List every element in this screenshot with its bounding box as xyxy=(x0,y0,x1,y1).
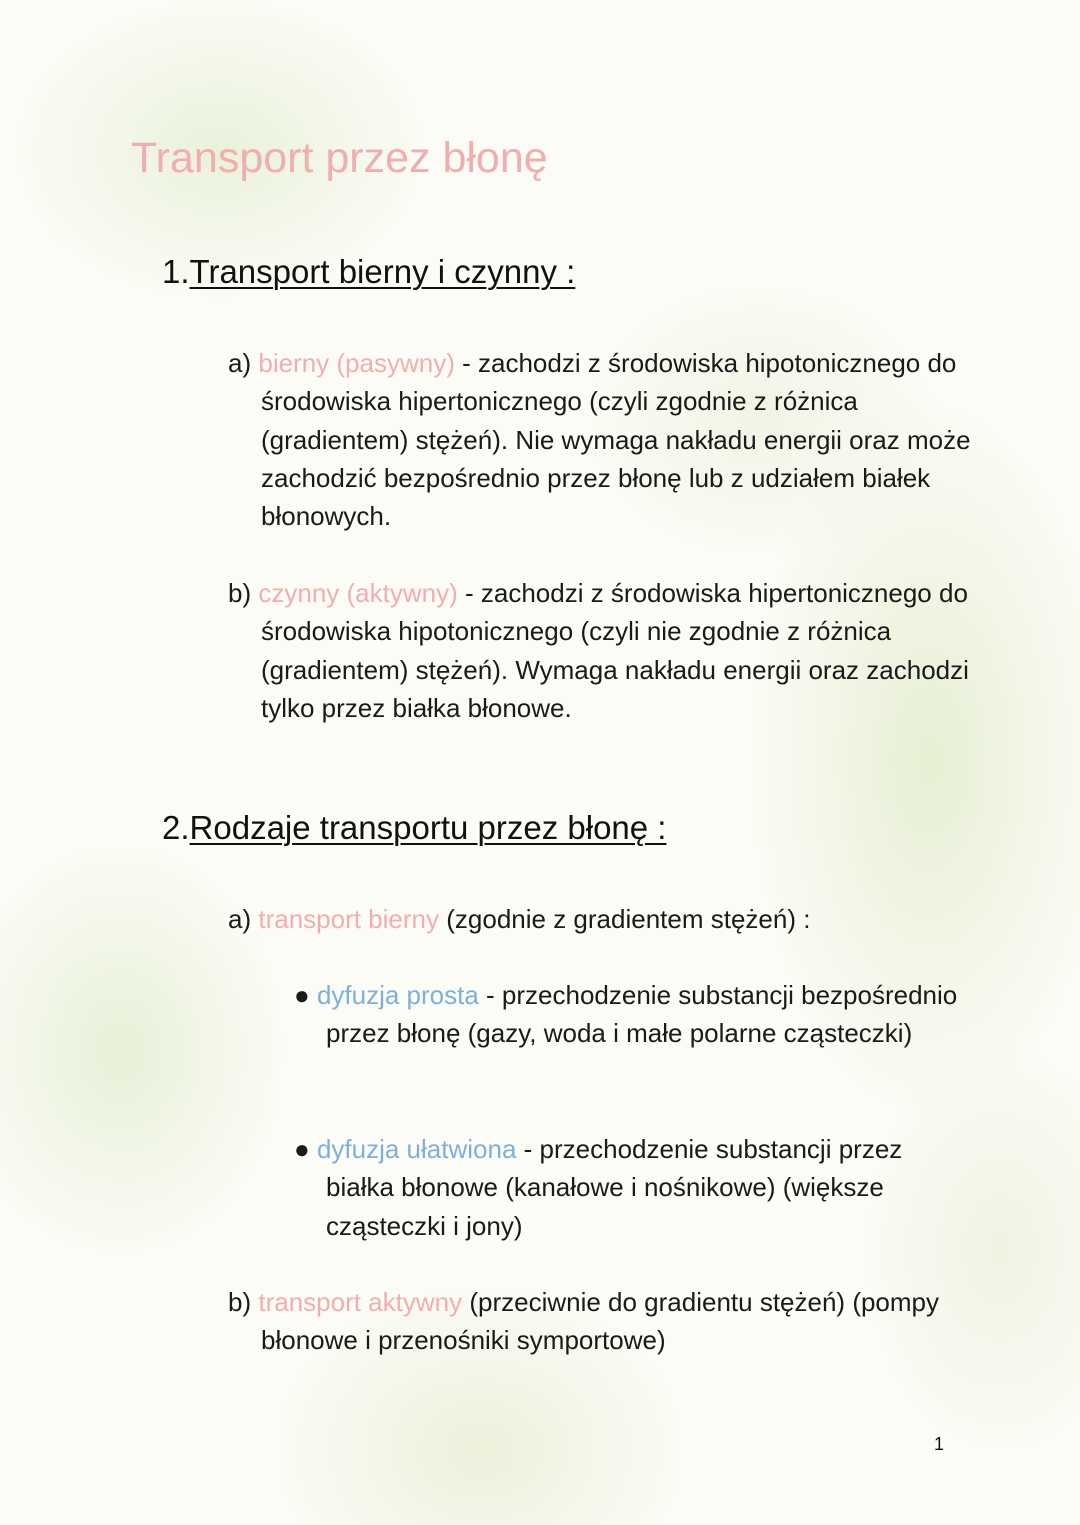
term-czynny: czynny (aktywny) xyxy=(258,578,458,608)
bullet-dyfuzja-prosta xyxy=(294,976,966,1053)
bullet-text: - przechodzenie substancji bezpośrednio przez błonę (gazy, woda i małe polarne cząsteczki) xyxy=(326,980,958,1049)
section-2-item-a xyxy=(228,900,981,938)
page-title: Transport przez błonę xyxy=(131,134,548,182)
item-marker: b) xyxy=(228,1287,252,1317)
item-text: (zgodnie z gradientem stężeń) : xyxy=(439,904,811,934)
item-marker: a) xyxy=(228,348,252,378)
term-dyfuzja-ulatwiona: dyfuzja ułatwiona xyxy=(316,1134,517,1164)
item-text: - zachodzi z środowiska hipertonicznego do środowiska hipotonicznego (czyli nie zgodnie z różnica (gradientem) stężeń). Wymaga nakładu energii oraz zachodzi tylko przez białka błonowe. xyxy=(261,578,969,723)
section-2-heading xyxy=(162,808,666,848)
section-2-title: Rodzaje transportu przez błonę : xyxy=(189,809,667,846)
item-text: - zachodzi z środowiska hipotonicznego do środowiska hipertonicznego (czyli zgodnie z różnica (gradientem) stężeń). Nie wymaga nakładu energii oraz może zachodzić bezpośrednio przez błonę lub z udziałem białek błonowych. xyxy=(261,348,971,532)
section-1-title: Transport bierny i czynny : xyxy=(189,253,576,290)
bullet-icon: ● xyxy=(294,980,310,1010)
page-number: 1 xyxy=(934,1434,945,1454)
term-dyfuzja-prosta: dyfuzja prosta xyxy=(316,980,479,1010)
item-marker: a) xyxy=(228,904,252,934)
term-bierny: bierny (pasywny) xyxy=(258,348,455,378)
section-1-item-b xyxy=(228,574,981,727)
section-1-heading xyxy=(162,252,575,292)
section-2-item-b xyxy=(228,1283,981,1360)
section-1-item-a xyxy=(228,344,981,535)
term-transport-bierny: transport bierny xyxy=(258,904,440,934)
item-text: (przeciwnie do gradientu stężeń) (pompy błonowe i przenośniki symportowe) xyxy=(261,1287,940,1356)
bullet-icon: ● xyxy=(294,1134,310,1164)
section-1-number: 1. xyxy=(162,253,190,290)
term-transport-aktywny: transport aktywny xyxy=(258,1287,463,1317)
item-marker: b) xyxy=(228,578,252,608)
section-2-number: 2. xyxy=(162,809,190,846)
bullet-text: - przechodzenie substancji przez białka błonowe (kanałowe i nośnikowe) (większe cząsteczki i jony) xyxy=(326,1134,903,1241)
bullet-dyfuzja-ulatwiona xyxy=(294,1130,966,1245)
